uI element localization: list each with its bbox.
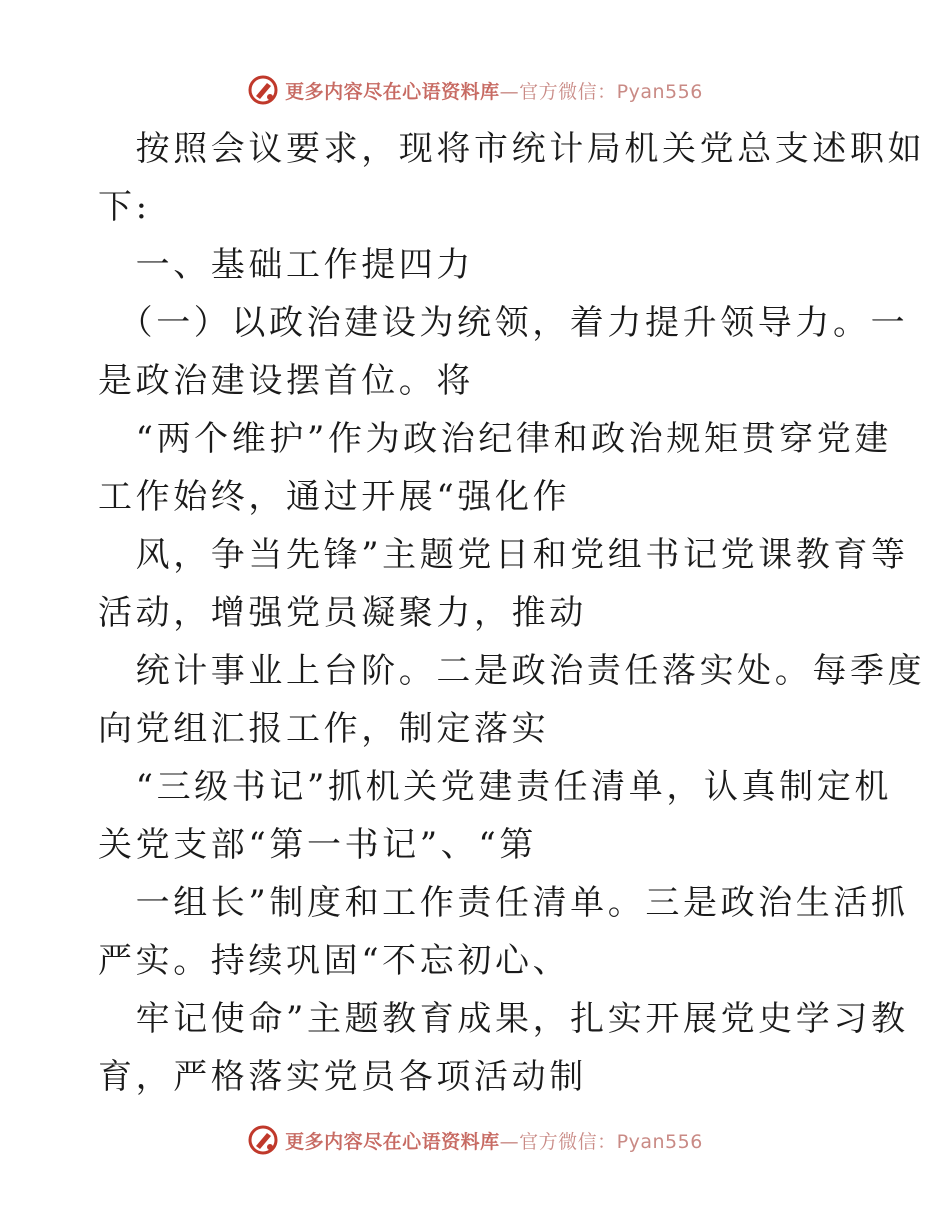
brand-logo-icon <box>247 74 279 106</box>
text-line: 是政治建设摆首位。将 <box>98 361 474 401</box>
text-line: 育，严格落实党员各项活动制 <box>98 1057 587 1097</box>
document-body <box>98 120 926 1106</box>
footer-watermark <box>0 1120 950 1160</box>
text-line: 工作始终，通过开展“强化作 <box>98 477 571 517</box>
watermark-text <box>285 1127 703 1154</box>
header-watermark <box>0 70 950 110</box>
brand-logo-icon <box>247 1124 279 1156</box>
text-line: 统计事业上台阶。二是政治责任落实处。每季度 <box>98 651 926 691</box>
watermark-brand: 更多内容尽在心语资料库 <box>285 80 500 103</box>
text-line: 向党组汇报工作，制定落实 <box>98 709 550 749</box>
text-line: 按照会议要求，现将市统计局机关党总支述职如 <box>98 129 926 169</box>
text-line: 严实。持续巩固“不忘初心、 <box>98 941 571 981</box>
text-line: 一组长”制度和工作责任清单。三是政治生活抓 <box>98 883 909 923</box>
text-line: 牢记使命”主题教育成果，扎实开展党史学习教 <box>98 999 909 1039</box>
text-line: 下: <box>98 187 151 227</box>
watermark-wechat: 官方微信：Pyan556 <box>519 80 703 103</box>
text-line: 关党支部“第一书记”、“第 <box>98 825 537 865</box>
section-heading: 一、基础工作提四力 <box>98 245 474 285</box>
text-line: 风，争当先锋”主题党日和党组书记党课教育等 <box>98 535 909 575</box>
text-line: “三级书记”抓机关党建责任清单，认真制定机 <box>98 767 892 807</box>
watermark-wechat: 官方微信：Pyan556 <box>519 1130 703 1153</box>
text-line: （一）以政治建设为统领，着力提升领导力。一 <box>98 303 909 343</box>
watermark-text <box>285 77 703 104</box>
watermark-brand: 更多内容尽在心语资料库 <box>285 1130 500 1153</box>
watermark-dash: — <box>499 1130 520 1153</box>
text-line: 活动，增强党员凝聚力，推动 <box>98 593 587 633</box>
text-line: “两个维护”作为政治纪律和政治规矩贯穿党建 <box>98 419 892 459</box>
watermark-dash: — <box>499 80 520 103</box>
